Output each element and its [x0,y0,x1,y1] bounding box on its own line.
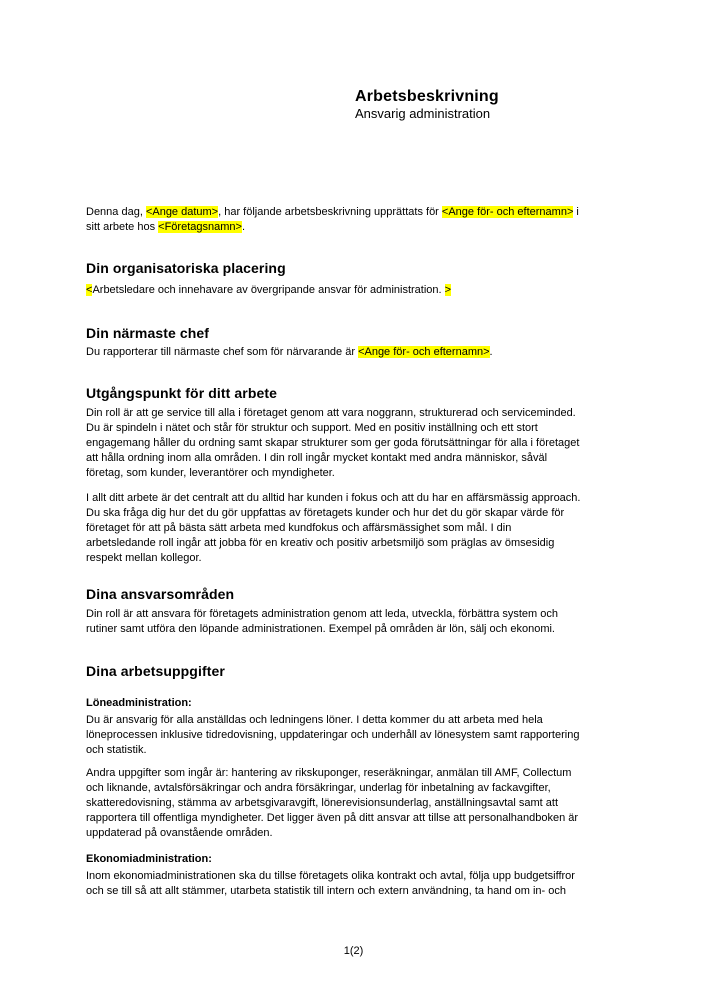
document-title: Arbetsbeskrivning [355,88,499,105]
text-run: att hålla ordning inom alla områden. I din roll ingår mycket kontakt med andra människor, såväl [86,452,548,464]
text-run: . [241,221,245,233]
text-line [86,766,647,781]
text-run: och se till så att allt stämmer, utarbeta statistik till intern och extern användning, ta hand om in- och [86,885,566,897]
text-line [86,728,647,743]
subheading-loneadministration: Löneadministration: [86,697,192,709]
text-line [86,436,647,451]
text-run: Inom ekonomiadministrationen ska du tillse företagets olika kontrakt och avtal, följa upp budgetsiffror [86,870,575,882]
text-run: och statistik. [86,744,147,756]
text-run: rutiner samt utföra den löpande administrationen. Exempel på områden är lön, sälj och ekonomi. [86,623,555,635]
text-line [86,536,647,551]
text-run: och liknande, avtalsförsäkringar och andra försäkringar, underlag för inbetalning av fackavgifter, [86,782,551,794]
text-run: . [489,346,493,358]
text-line [86,713,647,728]
text-run: arbetsledande roll ingår att jobba för en kreativ och positiv arbetsmiljö som präglas av ömsesidig [86,537,555,549]
placeholder-field[interactable]: < [86,284,93,296]
text-line [86,743,647,758]
text-run: uppdaterad på ovanstående områden. [86,827,273,839]
text-line [86,521,647,536]
placeholder-field[interactable]: <Företagsnamn> [158,221,242,233]
text-run: rapportera till offentliga myndigheter. Det ligger även på ditt ansvar att tillse att personalhandboken är [86,812,579,824]
text-run: , har följande arbetsbeskrivning upprättats för [218,206,442,218]
text-line [86,884,647,899]
text-line [86,811,647,826]
text-line [86,205,647,220]
paragraph-ekonomiadministration [86,869,647,899]
text-run: företaget för att på bästa sätt arbeta med kundfokus och affärsmässighet som mål. I din [86,522,512,534]
text-line [86,506,647,521]
text-run: i [573,206,579,218]
paragraph-utgangspunkt-1 [86,406,647,481]
text-line [86,283,647,298]
text-run: Denna dag, [86,206,146,218]
text-line [86,220,647,235]
paragraph-loneadministration-1 [86,713,647,758]
document-header [355,87,647,122]
paragraph-narmaste-chef [86,345,647,360]
paragraph-loneadministration-2 [86,766,647,841]
text-line [86,796,647,811]
placeholder-field[interactable]: <Ange för- och efternamn> [358,346,490,358]
text-run: I allt ditt arbete är det centralt att du alltid har kunden i fokus och att du har en affärsmässig approach. [86,492,581,504]
section-heading-organisatorisk-placering: Din organisatoriska placering [86,260,286,276]
text-line [86,406,647,421]
text-line [86,491,647,506]
intro-paragraph [86,205,647,235]
paragraph-ansvarsomraden [86,607,647,637]
paragraph-utgangspunkt-2 [86,491,647,566]
text-line [86,451,647,466]
text-line [86,781,647,796]
text-run: sitt arbete hos [86,221,159,233]
text-run: engagemang håller du ordning samt skapar strukturer som ger goda förutsättningar för alla i företaget [86,437,580,449]
text-run: företag, som kunder, leverantörer och myndigheter. [86,467,335,479]
page-number: 1(2) [343,945,364,957]
text-run: Arbetsledare och innehavare av övergripande ansvar för administration. [92,284,445,296]
subheading-ekonomiadministration: Ekonomiadministration: [86,853,212,865]
text-line [86,345,647,360]
paragraph-organisatorisk-placering [86,283,647,298]
placeholder-field[interactable]: > [444,284,452,296]
text-line [86,607,647,622]
text-run: löneprocessen inklusive tidredovisning, uppdateringar och underhåll av lönesystem samt rapportering [86,729,580,741]
section-heading-utgangspunkt: Utgångspunkt för ditt arbete [86,385,278,401]
placeholder-field[interactable]: <Ange för- och efternamn> [441,206,574,218]
text-run: skatteredovisning, stämma av arbetsgivaravgift, lönerevisionsunderlag, anställningsavtal samt att [86,797,559,809]
section-heading-ansvarsomraden: Dina ansvarsområden [86,586,235,602]
text-run: Du är ansvarig för alla anställdas och ledningens löner. I detta kommer du att arbeta med hela [86,714,543,726]
text-line [86,551,647,566]
section-heading-narmaste-chef: Din närmaste chef [86,325,210,341]
section-heading-arbetsuppgifter: Dina arbetsuppgifter [86,663,225,679]
text-run: respekt mellan kollegor. [86,552,202,564]
text-line [86,622,647,637]
document-subtitle: Ansvarig administration [355,106,491,121]
text-run: Din roll är att ansvara för företagets administration genom att leda, utveckla, förbättra system och [86,608,559,620]
placeholder-field[interactable]: <Ange datum> [145,206,219,218]
text-run: Du ska fråga dig hur det du gör uppfattas av företagets kunder och hur det du gör skapar värde för [86,507,565,519]
text-line [86,421,647,436]
text-line [86,869,647,884]
text-line [86,826,647,841]
text-run: Din roll är att ge service till alla i företaget genom att vara noggrann, strukturerad och serviceminded. [86,407,576,419]
text-run: Du rapporterar till närmaste chef som för närvarande är [86,346,359,358]
text-line [86,466,647,481]
text-run: Du är spindeln i nätet och står för struktur och support. Med en positiv inställning och ett stort [86,422,538,434]
text-run: Andra uppgifter som ingår är: hantering av rikskuponger, reseräkningar, anmälan till AMF, Collectum [86,767,572,779]
